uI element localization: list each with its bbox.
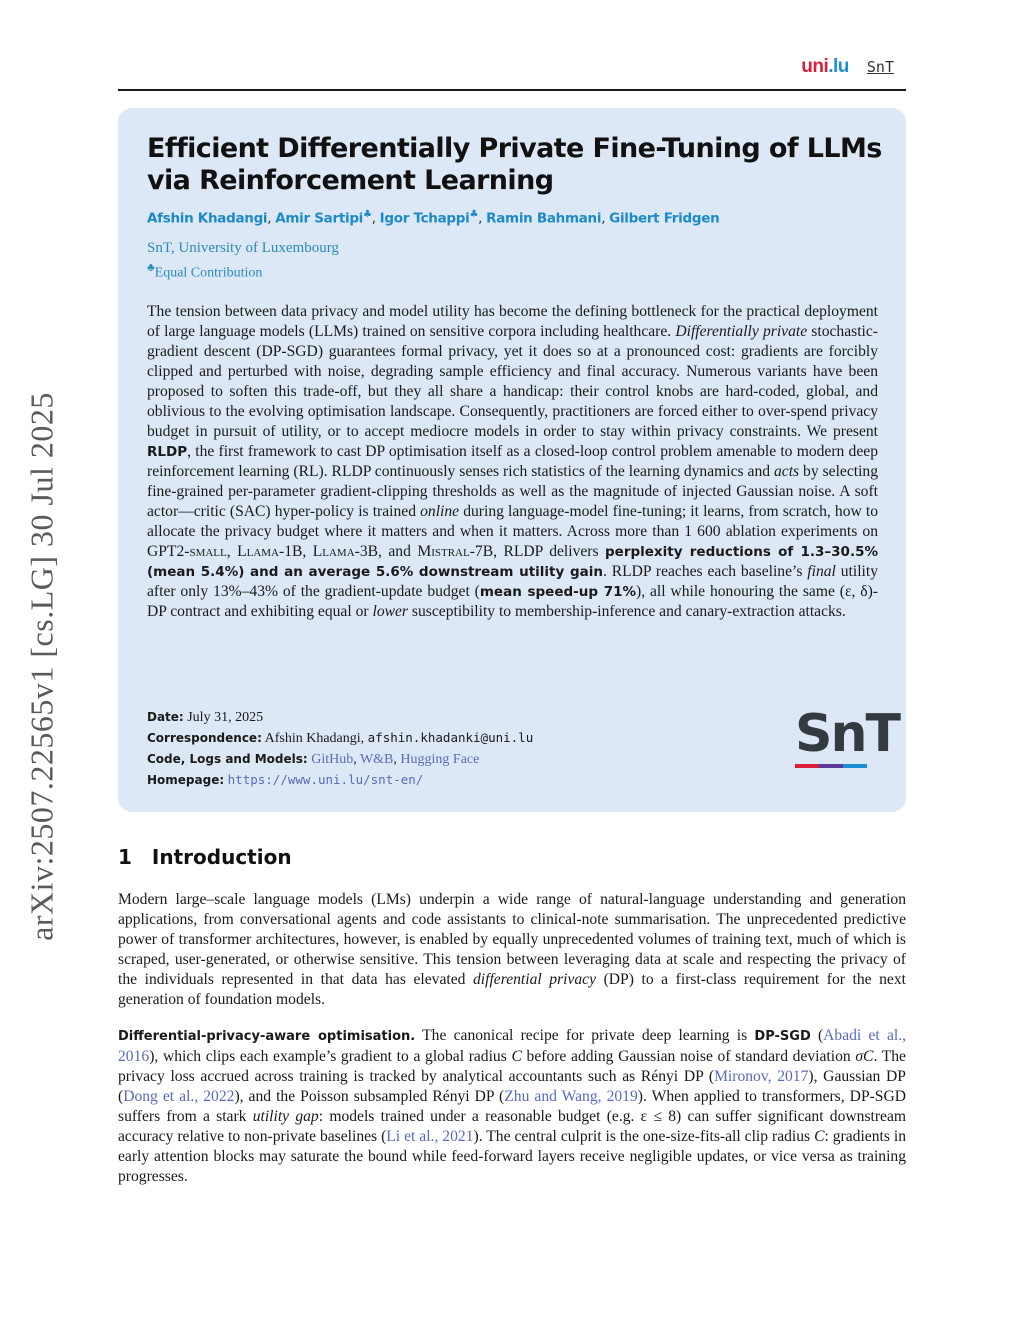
author-name[interactable]: Ramin Bahmani [486, 210, 602, 227]
intro-paragraph-2: Differential-privacy-aware optimisation. The canonical recipe for private deep learning is DP-SGD (Abadi et al., 2016), which clips each example’s gradient to a global radius C before adding Gaussian noise of standard deviation σC. The privacy loss accrued across training is tracked by analytical accountants such as Rényi DP (Mironov, 2017), Gaussian DP (Dong et al., 2022), and the Poisson subsampled Rényi DP (Zhu and Wang, 2019). When applied to transformers, DP-SGD suffers from a stark utility gap: models trained under a reasonable budget (e.g. ε ≤ 8) can suffer significant downstream accuracy relative to non-private baselines (Li et al., 2021). The central culprit is the one-size-fits-all clip radius C: gradients in early attention blocks may saturate the bound while feed-forward layers receive negligible updates, or vice versa as training progresses. [118, 1027, 907, 1185]
email-link[interactable]: afshin.khadanki@uni.lu [367, 730, 534, 745]
homepage-line: Homepage: https://www.uni.lu/snt-en/ [147, 772, 424, 787]
author-list: Afshin Khadangi, Amir Sartipi♣, Igor Tchappi♣, Ramin Bahmani, Gilbert Fridgen [147, 209, 720, 227]
arxiv-side-stamp: arXiv:2507.22565v1 [cs.LG] 30 Jul 2025 [23, 392, 60, 941]
homepage-link[interactable]: https://www.uni.lu/snt-en/ [227, 772, 424, 787]
section-heading: 1 Introduction [118, 845, 292, 869]
wandb-link[interactable]: W&B [359, 752, 394, 767]
citation-link[interactable]: Mironov, 2017 [714, 1068, 809, 1085]
date-line: Date: July 31, 2025 [147, 710, 264, 725]
affiliation: SnT, University of Luxembourg [147, 240, 339, 256]
paper-title: Efficient Differentially Private Fine-Tuning of LLMs via Reinforcement Learning [147, 133, 882, 196]
header-logos [801, 56, 894, 78]
citation-link[interactable]: Li et al., 2021 [386, 1128, 474, 1145]
code-links-line: Code, Logs and Models: GitHub, W&B, Hugging Face [147, 752, 480, 767]
snt-small-logo: SnT [866, 58, 894, 76]
citation-link[interactable]: Zhu and Wang, 2019 [504, 1088, 638, 1105]
correspondence-line: Correspondence: Afshin Khadangi, afshin.khadanki@uni.lu [147, 730, 534, 746]
equal-contribution-note: ♣Equal Contribution [147, 261, 263, 281]
paper-metadata [147, 707, 533, 791]
author-name[interactable]: Afshin Khadangi [147, 210, 268, 227]
uni-lu-logo: uni.lu [801, 56, 849, 77]
author-name[interactable]: Gilbert Fridgen [609, 210, 720, 227]
github-link[interactable]: GitHub [311, 752, 354, 767]
author-name[interactable]: Igor Tchappi [379, 210, 470, 227]
author-name[interactable]: Amir Sartipi [275, 210, 364, 227]
citation-link[interactable]: Dong et al., 2022 [123, 1088, 235, 1105]
huggingface-link[interactable]: Hugging Face [400, 752, 480, 767]
intro-paragraph-1: Modern large–scale language models (LMs) underpin a wide range of natural-language understanding and generation applications, from conversational agents and code assistants to clinical-note summarisation. The unprecedented predictive power of transformer architectures, however, is enabled by equally unprecedented volumes of training text, much of which is scraped, user-generated, or otherwise sensitive. This tension between leveraging data at scale and respecting the privacy of the individuals represented in that data has elevated differential privacy (DP) to a first-class requirement for the next generation of foundation models. [118, 891, 906, 1008]
abstract-text: The tension between data privacy and model utility has become the defining bottleneck for the practical deployment of large language models (LLMs) trained on sensitive corpora including healthcare. Differentially private stochastic-gradient descent (DP-SGD) guarantees formal privacy, yet it does so at a pronounced cost: gradients are forcibly clipped and perturbed with noise, degrading sample efficiency and final accuracy. Numerous variants have been proposed to soften this trade-off, but they all share a handicap: their control knobs are hard-coded, global, and oblivious to the evolving optimisation landscape. Consequently, practitioners are forced either to over-spend privacy budget in pursuit of utility, or to accept mediocre models in order to stay within privacy constraints. We present RLDP, the first framework to cast DP optimisation itself as a closed-loop control problem amenable to modern deep reinforcement learning (RL). RLDP continuously senses rich statistics of the learning dynamics and acts by selecting fine-grained per-parameter gradient-clipping thresholds as well as the magnitude of injected Gaussian noise. A soft actor—critic (SAC) hyper-policy is trained online during language-model fine-tuning; it learns, from scratch, how to allocate the privacy budget where it matters and when it matters. Across more than 1 600 ablation experiments on GPT2-small, Llama-1B, Llama-3B, and Mistral-7B, RLDP delivers perplexity reductions of 1.3–30.5% (mean 5.4%) and an average 5.6% downstream utility gain. RLDP reaches each baseline’s final utility after only 13%–43% of the gradient-update budget (mean speed-up 71%), all while honouring the same (ε, δ)-DP contract and exhibiting equal or lower susceptibility to membership-inference and canary-extraction attacks. [147, 303, 878, 620]
snt-logo: SnT [795, 706, 867, 768]
header-rule [118, 89, 906, 91]
citation-link[interactable]: Abadi et al., 2016 [118, 1027, 907, 1065]
